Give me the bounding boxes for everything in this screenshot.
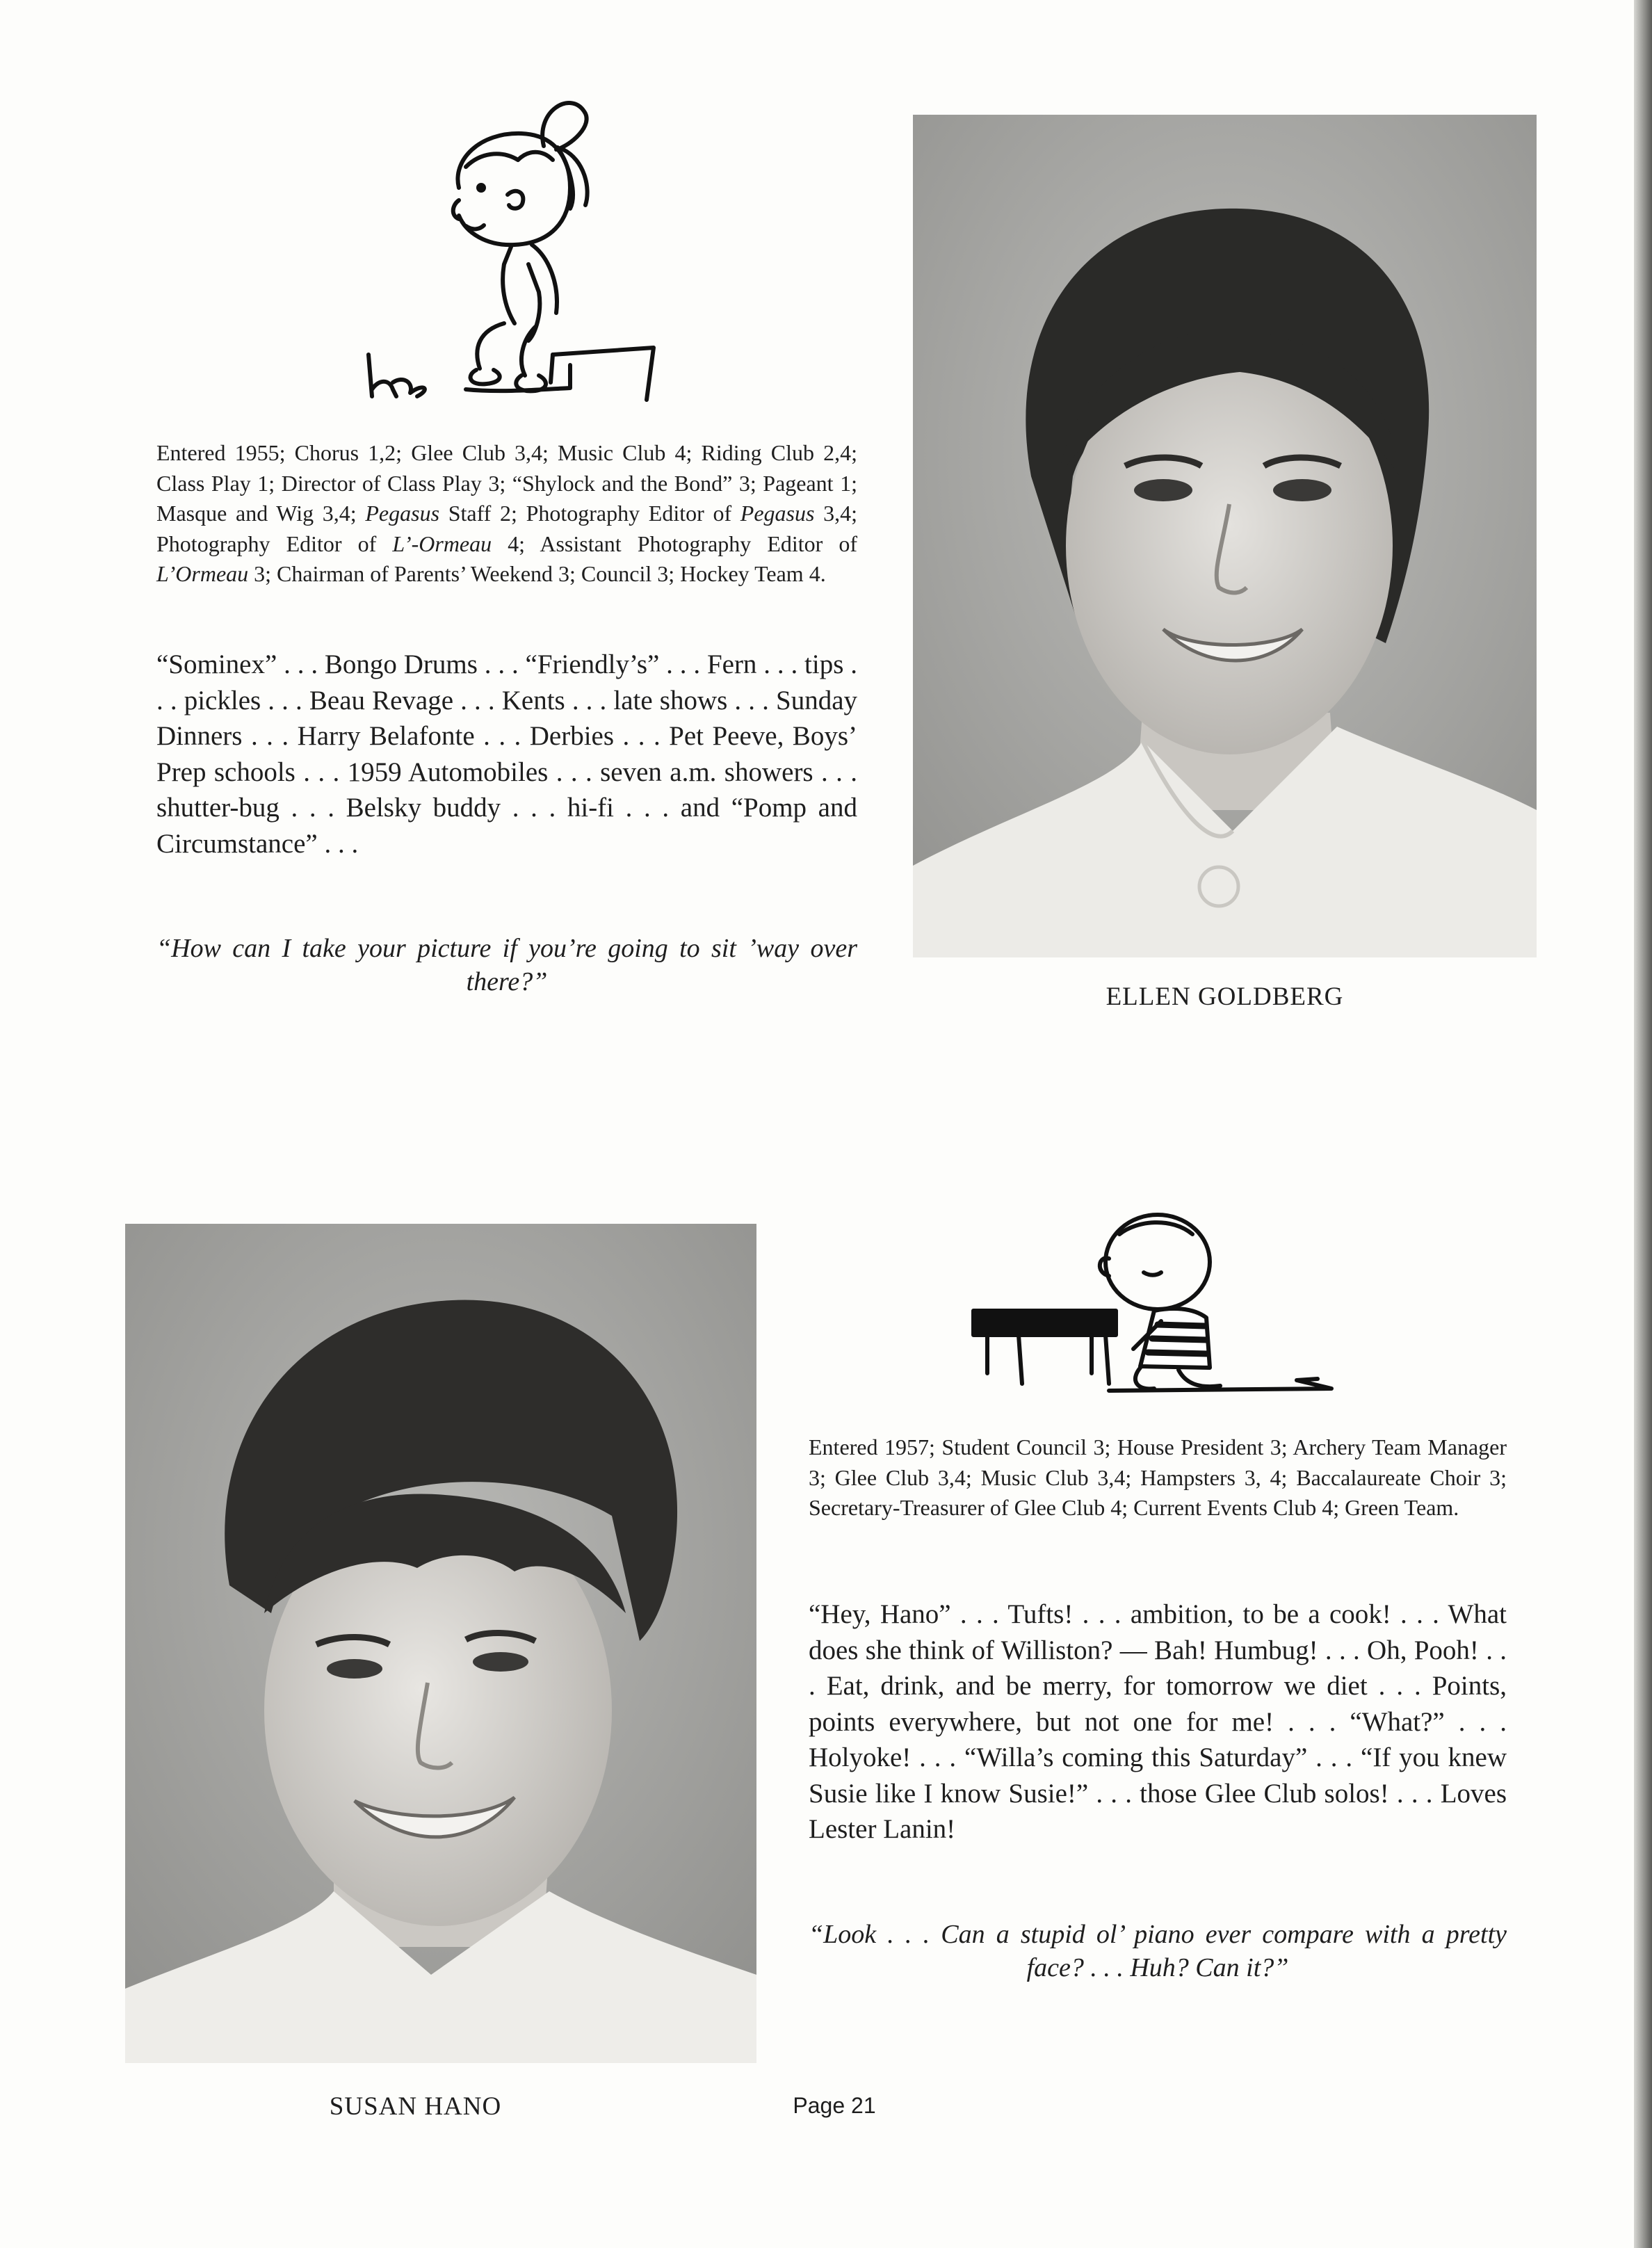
susan-hano-name: SUSAN HANO bbox=[329, 2092, 502, 2121]
page-number: Page 21 bbox=[793, 2093, 876, 2118]
ellen-quote: “How can I take your picture if you’re going to sit ’way over there?” bbox=[156, 934, 857, 996]
susan-hano-portrait-photo bbox=[125, 1224, 756, 2063]
ellen-goldberg-portrait-photo bbox=[913, 115, 1537, 957]
ellen-activities: Entered 1955; Chorus 1,2; Glee Club 3,4; Music Club 4; Riding Club 2,4; Class Play 1; Director of Class Play 3; “Shylock and the Bond” 3; Pageant 1; Masque and Wig 3,4; Pegasus Staff 2; Photography Editor of Pegasus 3,4; Photography Editor of L’-Ormeau 4; Assistant Photography Editor of L’Ormeau 3; Chairman of Parents’ Weekend 3; Council 3; Hockey Team 4. bbox=[156, 440, 858, 586]
susan-quote: “Look . . . Can a stupid ol’ piano ever compare with a pretty face? . . . Huh? Can it?” bbox=[809, 1920, 1507, 1982]
susan-snapshots: “Hey, Hano” . . . Tufts! . . . ambition, to be a cook! . . . What does she think of Williston? — Bah! Humbug! . . . Oh, Pooh! . . . Eat, drink, and be merry, for tomorrow we diet . . . Points, points everywhere, but not one for me! . . . “What?” . . . Holyoke! . . . “Willa’s coming this Saturday” . . . “If you knew Susie like I know Susie!” . . . those Glee Club solos! . . . Loves Lester Lanin! bbox=[809, 1599, 1507, 1844]
boy-playing-toy-piano-icon bbox=[970, 1206, 1345, 1398]
ellen-snapshots: “Sominex” . . . Bongo Drums . . . “Friendly’s” . . . Fern . . . tips . . . pickles . . . Beau Revage . . . Kents . . . late shows . . . Sunday Dinners . . . Harry Belafonte . . . Derbies . . . Pet Peeve, Boys’ Prep schools . . . 1959 Automobiles . . . seven a.m. showers . . . shutter-bug . . . Belsky buddy . . . hi-fi . . . and “Pomp and Circumstance” . . . bbox=[156, 649, 857, 859]
ellen-goldberg-name: ELLEN GOLDBERG bbox=[1106, 983, 1344, 1011]
page-binding-edge bbox=[1634, 0, 1652, 2248]
susan-activities: Entered 1957; Student Council 3; House President 3; Archery Team Manager 3; Glee Club 3,4; Music Club 3,4; Hampsters 3, 4; Baccalaureate Choir 3; Secretary-Treasurer of Glee Club 4; Current Events Club 4; Green Team. bbox=[809, 1434, 1507, 1520]
girl-with-ponytail-sitting-on-bench-icon bbox=[362, 83, 667, 417]
